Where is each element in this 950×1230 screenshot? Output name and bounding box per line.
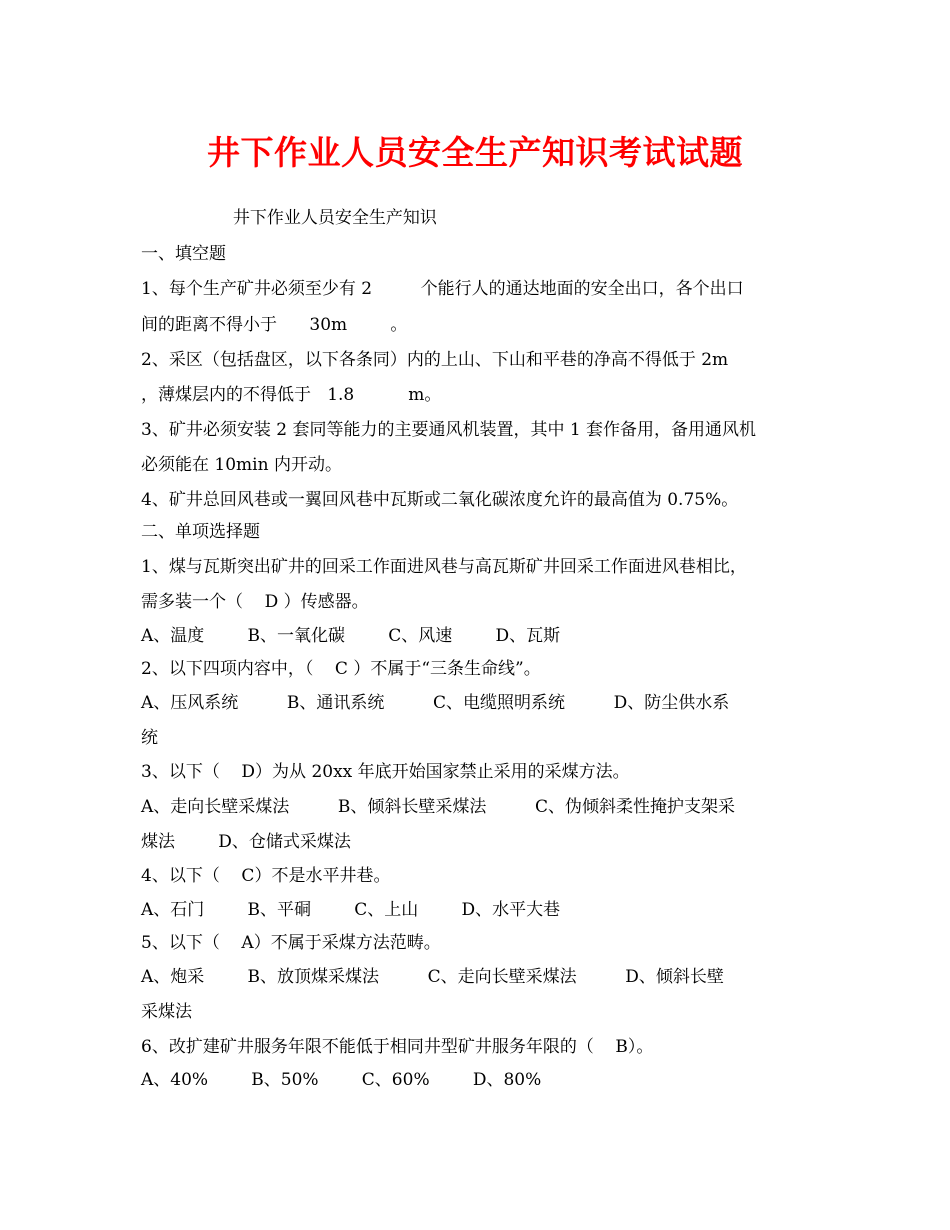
question-line: 5、以下（ A）不属于采煤方法范畴。 <box>141 933 441 953</box>
question-line: ，薄煤层内的不得低于 1.8 m。 <box>141 385 442 405</box>
question-line: 3、矿井必须安装 2 套同等能力的主要通风机装置，其中 1 套作备用，备用通风机 <box>141 420 757 440</box>
question-line: 间的距离不得小于 30m 。 <box>141 315 408 335</box>
section-heading-fill-blank: 一、填空题 <box>141 244 226 264</box>
question-line: 1、每个生产矿井必须至少有 2 个能行人的通达地面的安全出口，各个出口 <box>141 279 744 299</box>
options-line: A、走向长壁采煤法 B、倾斜长壁采煤法 C、伪倾斜柔性掩护支架采 <box>141 797 736 817</box>
question-line: 1、煤与瓦斯突出矿井的回采工作面进风巷与高瓦斯矿井回采工作面进风巷相比， <box>141 557 747 577</box>
options-line: 煤法 D、仓储式采煤法 <box>141 832 351 852</box>
options-line: 采煤法 <box>141 1002 192 1022</box>
document-title: 井下作业人员安全生产知识考试试题 <box>207 133 743 172</box>
options-line: A、40% B、50% C、60% D、80% <box>141 1070 542 1090</box>
question-line: 2、采区（包括盘区，以下各条同）内的上山、下山和平巷的净高不得低于 2m <box>141 350 729 370</box>
question-line: 3、以下（ D）为从 20xx 年底开始国家禁止采用的采煤方法。 <box>141 762 630 782</box>
question-line: 4、矿井总回风巷或一翼回风巷中瓦斯或二氧化碳浓度允许的最高值为 0.75%。 <box>141 490 739 510</box>
question-line: 需多装一个（ D ）传感器。 <box>141 592 369 612</box>
question-line: 4、以下（ C）不是水平井巷。 <box>141 866 391 886</box>
question-line: 2、以下四项内容中，（ C ）不属于“三条生命线”。 <box>141 659 541 679</box>
options-line: A、炮采 B、放顶煤采煤法 C、走向长壁采煤法 D、倾斜长壁 <box>141 967 724 987</box>
options-line: A、温度 B、一氧化碳 C、风速 D、瓦斯 <box>141 626 561 646</box>
section-heading-single-choice: 二、单项选择题 <box>141 522 260 542</box>
options-line: A、压风系统 B、通讯系统 C、电缆照明系统 D、防尘供水系 <box>141 693 730 713</box>
options-line: 统 <box>141 728 158 748</box>
question-line: 必须能在 10min 内开动。 <box>141 455 342 475</box>
question-line: 6、改扩建矿井服务年限不能低于相同井型矿井服务年限的（ B）。 <box>141 1037 654 1057</box>
options-line: A、石门 B、平硐 C、上山 D、水平大巷 <box>141 900 561 920</box>
subtitle: 井下作业人员安全生产知识 <box>141 208 437 228</box>
